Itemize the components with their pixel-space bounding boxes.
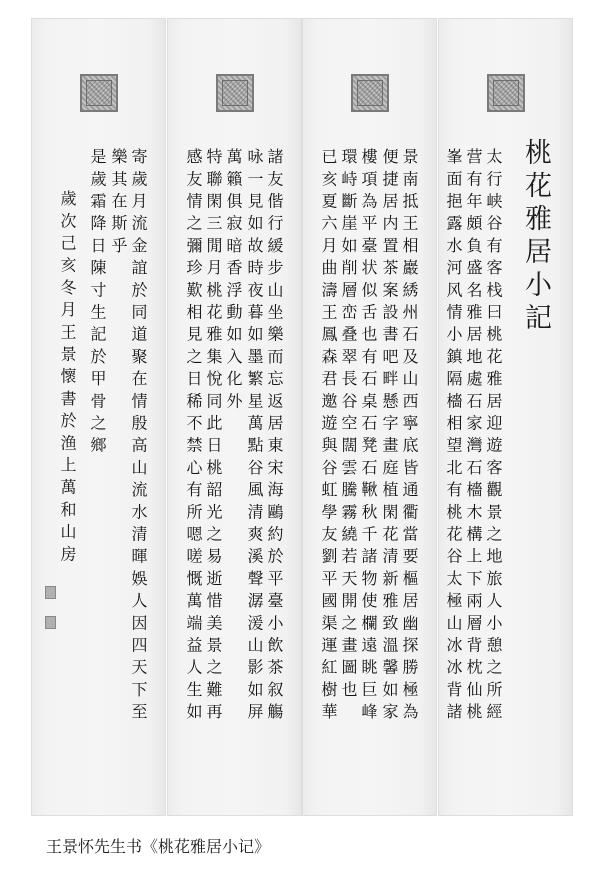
calligraphy-panel-1 <box>31 18 166 816</box>
text-column: 諸友偕行緩步山坐樂而忘返居東宋海鷗約於平臺小飲茶叙觴 <box>265 148 284 726</box>
artist-seal-icon <box>45 616 56 629</box>
text-column: 環峙斷崖如削層峦叠翠長谷空闊雲騰霧繞若天開之畫圖也 <box>339 148 358 703</box>
artist-seal-icon <box>45 586 56 599</box>
text-column: 歲次己亥冬月王景懷書於渔上萬和山房 <box>58 190 77 568</box>
text-column: 寄歲月流金誼於同道聚在情殷高山流水清暉娛人因四天下至 <box>129 148 148 726</box>
text-column: 特聯閑三閒月桃花雅集悅同此日桃韶光之易逝惜美景之難再 <box>204 148 223 726</box>
calligraphy-panel-4 <box>438 18 573 816</box>
image-caption: 王景怀先生书《桃花雅居小记》 <box>46 837 271 856</box>
text-column: 咏一見如故時夜暮如墨繁星萬點谷風清爽溪聲潺湲山影如屏 <box>245 148 264 726</box>
text-column: 感友情之彌珍歎相見之日稀不禁心有所嗯嗟慨萬端益人生如 <box>184 148 203 726</box>
seal-stamp-icon <box>351 74 389 112</box>
title-text: 桃花雅居小記 <box>520 138 551 336</box>
calligraphy-panel-3 <box>302 18 437 816</box>
seal-stamp-icon <box>216 74 254 112</box>
text-column: 太行峡谷有客栈曰桃花雅居迎遊客觀景之地旅人小憩之所經 <box>484 148 503 726</box>
calligraphy-panel-2 <box>167 18 302 816</box>
text-column: 樂其在斯乎 <box>109 148 128 259</box>
text-column: 便捷居内置茶案設書吧畔懸字畫庭植閑花清新雅致溫馨如家 <box>380 148 399 726</box>
text-column: 萬籟俱寂暗香浮動如入化外 <box>224 148 243 415</box>
text-column: 营有年頗負盛名雅居地處石家灣石檣木構上下兩層背枕仙桃 <box>464 148 483 726</box>
text-column: 是歲霜降日陳寸生記於甲骨之鄉 <box>88 148 107 459</box>
text-column: 已亥夏六月曲濤王鳳森君邀遊與谷虹學友劉平國渠運紅樹華 <box>319 148 338 726</box>
seal-stamp-icon <box>487 74 525 112</box>
seal-stamp-icon <box>80 74 118 112</box>
text-column: 峯面挹露水河风情小鎮隔檣相望北有桃花谷太極山冰冰背諸 <box>444 148 463 726</box>
text-column: 樓項為平臺状似舌也有石桌石凳石鞦秋千諸物使欄遠眺巨峰 <box>359 148 378 726</box>
text-column: 景南抵王相巖綉州石及山西寧底皆通衢當要樞居幽探勝極為 <box>400 148 419 726</box>
